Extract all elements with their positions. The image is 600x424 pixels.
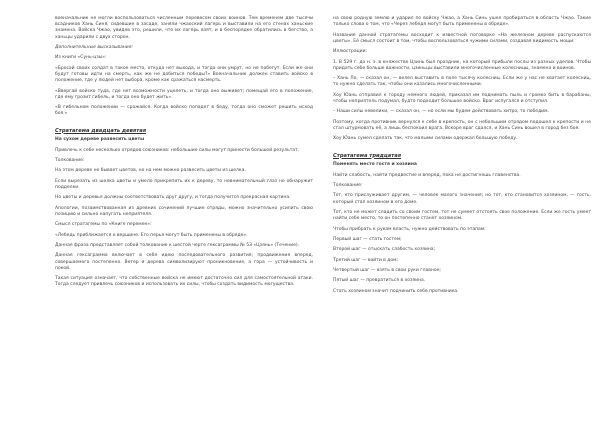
paragraph: «Лебедь приближается к вершине. Его перья могут быть применены в обряде». [55,232,248,238]
paragraph: Если вырезать из шелка цветы и умело прикрепить их к дереву, то невнимательный глаз не обнаружит подделки. [55,178,313,190]
paragraph: «Ввергай войско туда, где нет возможности уцелеть, и тогда оно выживет; помещай его в положение, где ему грозит гибель, и тогда оно будет жить». [55,88,313,100]
paragraph: – Хань Ло, — сказал он, — велел выставить в поле тысячу колесниц. Если же у нас не хватает колесниц, то нужно сделать так, чтобы они казались многочисленными. [333,76,591,88]
paragraph: Данная фраза представляет собой толкование к шестой черте гексаграммы № 53 «Цзянь» (Течение). [55,243,300,249]
paragraph: Тот, кто не может сладить со своим гостем, тот не сумеет отстоять свое положение. Если же гость умеет найти себе место, то он постепенно станет хозяином. [333,209,591,222]
section-subheading: Поменять место гостя и хозяина [333,162,417,168]
paragraph: Смысл стратагемы по «Книге перемен»: [55,222,152,228]
paragraph: Апологии, позаимствованная из древних сочинений лучшие отряды, можно значительно усилить свою позицию и сильно напугать неприятеля. [55,205,313,217]
paragraph: Но цветы и деревья должны соответствовать друг другу, и тогда получится прекрасная картина. [55,195,291,201]
paragraph: Найти слабость, найти предвестие и вперед, пока не достигнешь главенства. [333,172,521,178]
paragraph: – Наши силы невелики, — сказал он, — но если мы будем действовать хитро, то победим. [333,109,549,115]
section-heading: Стратагема тридцатая [333,152,402,159]
paragraph: На этом дереве не бывает цветов, но на нем можно развесить цветы из шелка. [55,168,246,174]
paragraph: Пятый шаг — превратиться в хозяина. [333,278,426,284]
paragraph: Хоу Юань сумел сделать так, что малыми силами одержал большую победу. [333,136,518,142]
paragraph: Толкование: [333,182,363,188]
section-heading: Стратагема двадцать девятая [55,127,147,134]
paragraph: Второй шаг — отыскать слабость хозяина; [333,247,436,253]
paragraph: Толкование: [55,157,85,163]
paragraph: Чтобы прибрать к рукам власть, нужно действовать по этапам: [333,226,486,232]
paragraph: Такая ситуация означает, что собственные войска не имеют достаточно сил для самостоятельной атаки. Тогда следует привлечь союзников и использовать их силы, чтобы создать видимость могущества. [55,276,313,288]
paragraph: 1. В 529 г. до н. э. в княжестве Цзинь был праздник, на который прибыли послы из разных уделов. Чтобы придать себе больше важности, цзиньцы выставили многочисленные колесницы, знамена и воинов. [333,59,591,71]
right-column [333,16,591,299]
paragraph: Четвертый шаг — взять в свои руки главное; [333,268,441,274]
paragraph: Стать хозяином значит подчинить себе противника. [333,288,459,294]
paragraph: Третий шаг — войти в дом; [333,257,399,263]
paragraph: Тот, кто прислуживает другим, — человек малого значения; но тот, кто становится хозяином, — гость, который стал хозяином в его доме. [333,193,591,205]
paragraph: военачальник не могли воспользоваться численным перевесом своих воинов. Тем временем две тысячи всадников Хань Синя, сидевшие в засаде, заняли чжаоский лагерь и выставили на его стенах ханьские знамена. Войска Чжао, увидев это, решили, что их лагерь взят, и в беспорядке обратились в бегство, а ханьцы ударили с двух сторон. [55,16,313,40]
paragraph: Хоу Юань отправил к городу немного людей, приказал им поднимать пыль и громко бить в барабаны, чтобы неприятель подумал, будто подходит большое войско. Враг испугался и отступил. [333,92,591,104]
paragraph: Поэтому, когда противник вернулся к себе в крепость, он с небольшим отрядом подошел к крепости и не стал штурмовать её, а лишь беспокоил врага. Вскоре враг сдался, и Хань Синь вошел в город без боя. [333,119,591,131]
paragraph: Название данной стратагемы восходит к известной поговорке «На железном дереве распускаются цветы». Её смысл состоит в том, чтобы воспользоваться чужими силами, создавая видимость мощи. [333,32,591,44]
section-subheading: На сухом дереве развесить цветы [55,137,145,143]
paragraph: Дополнительные высказывания: [55,45,133,50]
paragraph: «В гибельном положении — сражайся. Когда войско попадет в беду, тогда оно сможет решить исход боя.» [55,105,313,117]
paragraph: на свою родную землю и ударил по войску Чжао, а Хань Синь ушел пробираться в область Чжао. Такие только слова о том, что «Через лебедя могут быть применены в обряде». [333,16,591,28]
paragraph: Привлечь к себе несколько отрядов союзников: небольшие силы могут принести большой результат. [55,147,300,153]
paragraph: Первый шаг — стать гостем; [333,236,402,242]
paragraph: «Бросай своих солдат в такое место, откуда нет выхода, и тогда они умрут, но не побегут. Если же они будут готовы идти на смерть, как же не добиться победы?» Военачальник должен ставить войско в положение, где у людей нет выбора, кроме как сражаться насмерть. [55,65,313,84]
paragraph: Данная гексаграмма включает в себя идею последовательного развития; продвижения вперед, совершаемого постепенно. Ветер и дерево символизируют проникновение, а гора — устойчивость и покой. [55,253,313,271]
paragraph: Из книги «Сунь-цзы»: [55,55,107,61]
illustrations-label: Иллюстрации: [333,49,368,55]
left-column [55,16,313,293]
